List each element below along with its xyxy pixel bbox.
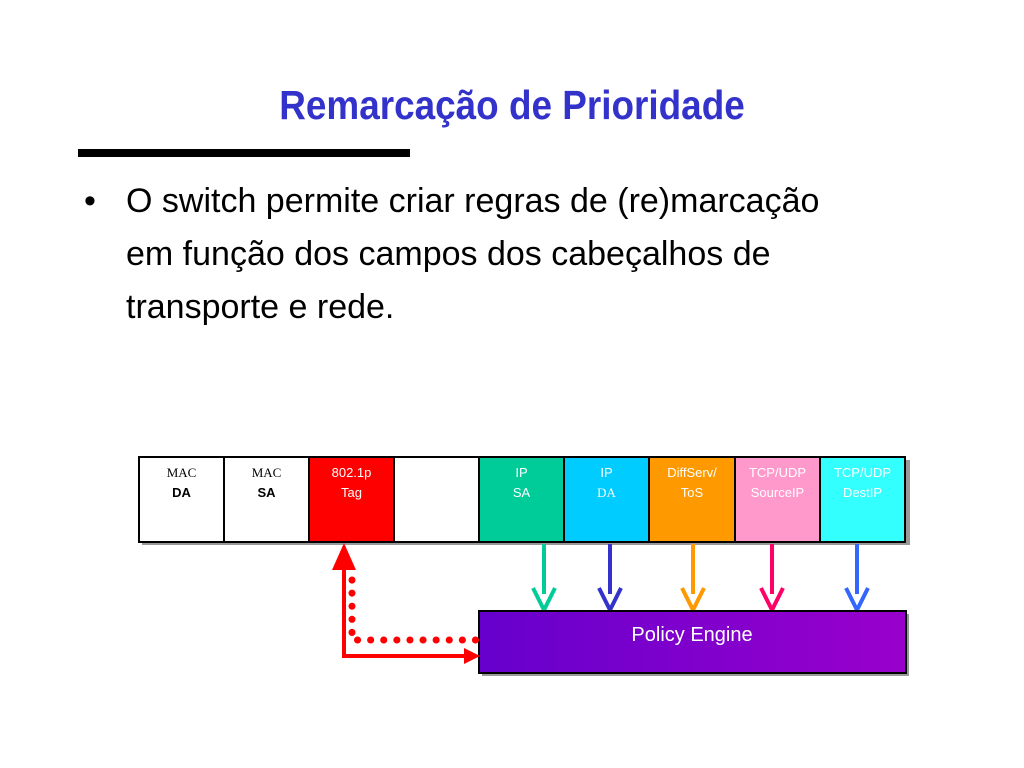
feedback-dotted-line <box>352 580 478 640</box>
policy-engine-box <box>479 611 909 676</box>
bullet-line-1: O switch permite criar regras de (re)marcação <box>126 182 820 220</box>
field-mac-sa-line1: MAC <box>251 465 282 480</box>
field-tcpudp-destip-line1: TCP/UDP <box>833 465 892 480</box>
field-8021p-tag-line2: Tag <box>341 485 362 500</box>
field-mac-sa-line2: SA <box>257 485 276 500</box>
arrow-up-to-tag-icon <box>332 543 356 570</box>
field-ip-sa-line1: IP <box>515 465 528 480</box>
bullet-line-3: transporte e rede. <box>126 288 395 326</box>
arrow-right-to-engine-icon <box>464 648 480 664</box>
field-ip-sa-line2: SA <box>512 485 531 500</box>
field-diffserv-tos-line2: ToS <box>680 485 704 500</box>
field-arrows <box>533 544 868 610</box>
field-ip-da-line2: DA <box>597 485 616 500</box>
field-ip-da-line1: IP <box>600 465 613 480</box>
field-tcpudp-sourceip-line2: SourceIP <box>750 485 805 500</box>
field-8021p-tag-line1: 802.1p <box>331 465 372 480</box>
field-mac-da-line2: DA <box>172 485 191 500</box>
remark-feedback-path <box>332 543 480 664</box>
slide-title: Remarcação de Prioridade <box>279 82 745 128</box>
field-mac-da-line1: MAC <box>166 465 197 480</box>
bullet-line-2: em função dos campos dos cabeçalhos de <box>126 235 771 273</box>
field-tcpudp-sourceip-line1: TCP/UDP <box>748 465 807 480</box>
bullet-marker: • <box>84 182 96 220</box>
header-fields-row <box>139 457 910 545</box>
field-diffserv-tos-line1: DiffServ/ <box>667 465 717 480</box>
field-tcpudp-destip-line2: DestIP <box>842 485 883 500</box>
field-cell-blank <box>394 457 479 542</box>
policy-engine-label: Policy Engine <box>631 624 753 646</box>
